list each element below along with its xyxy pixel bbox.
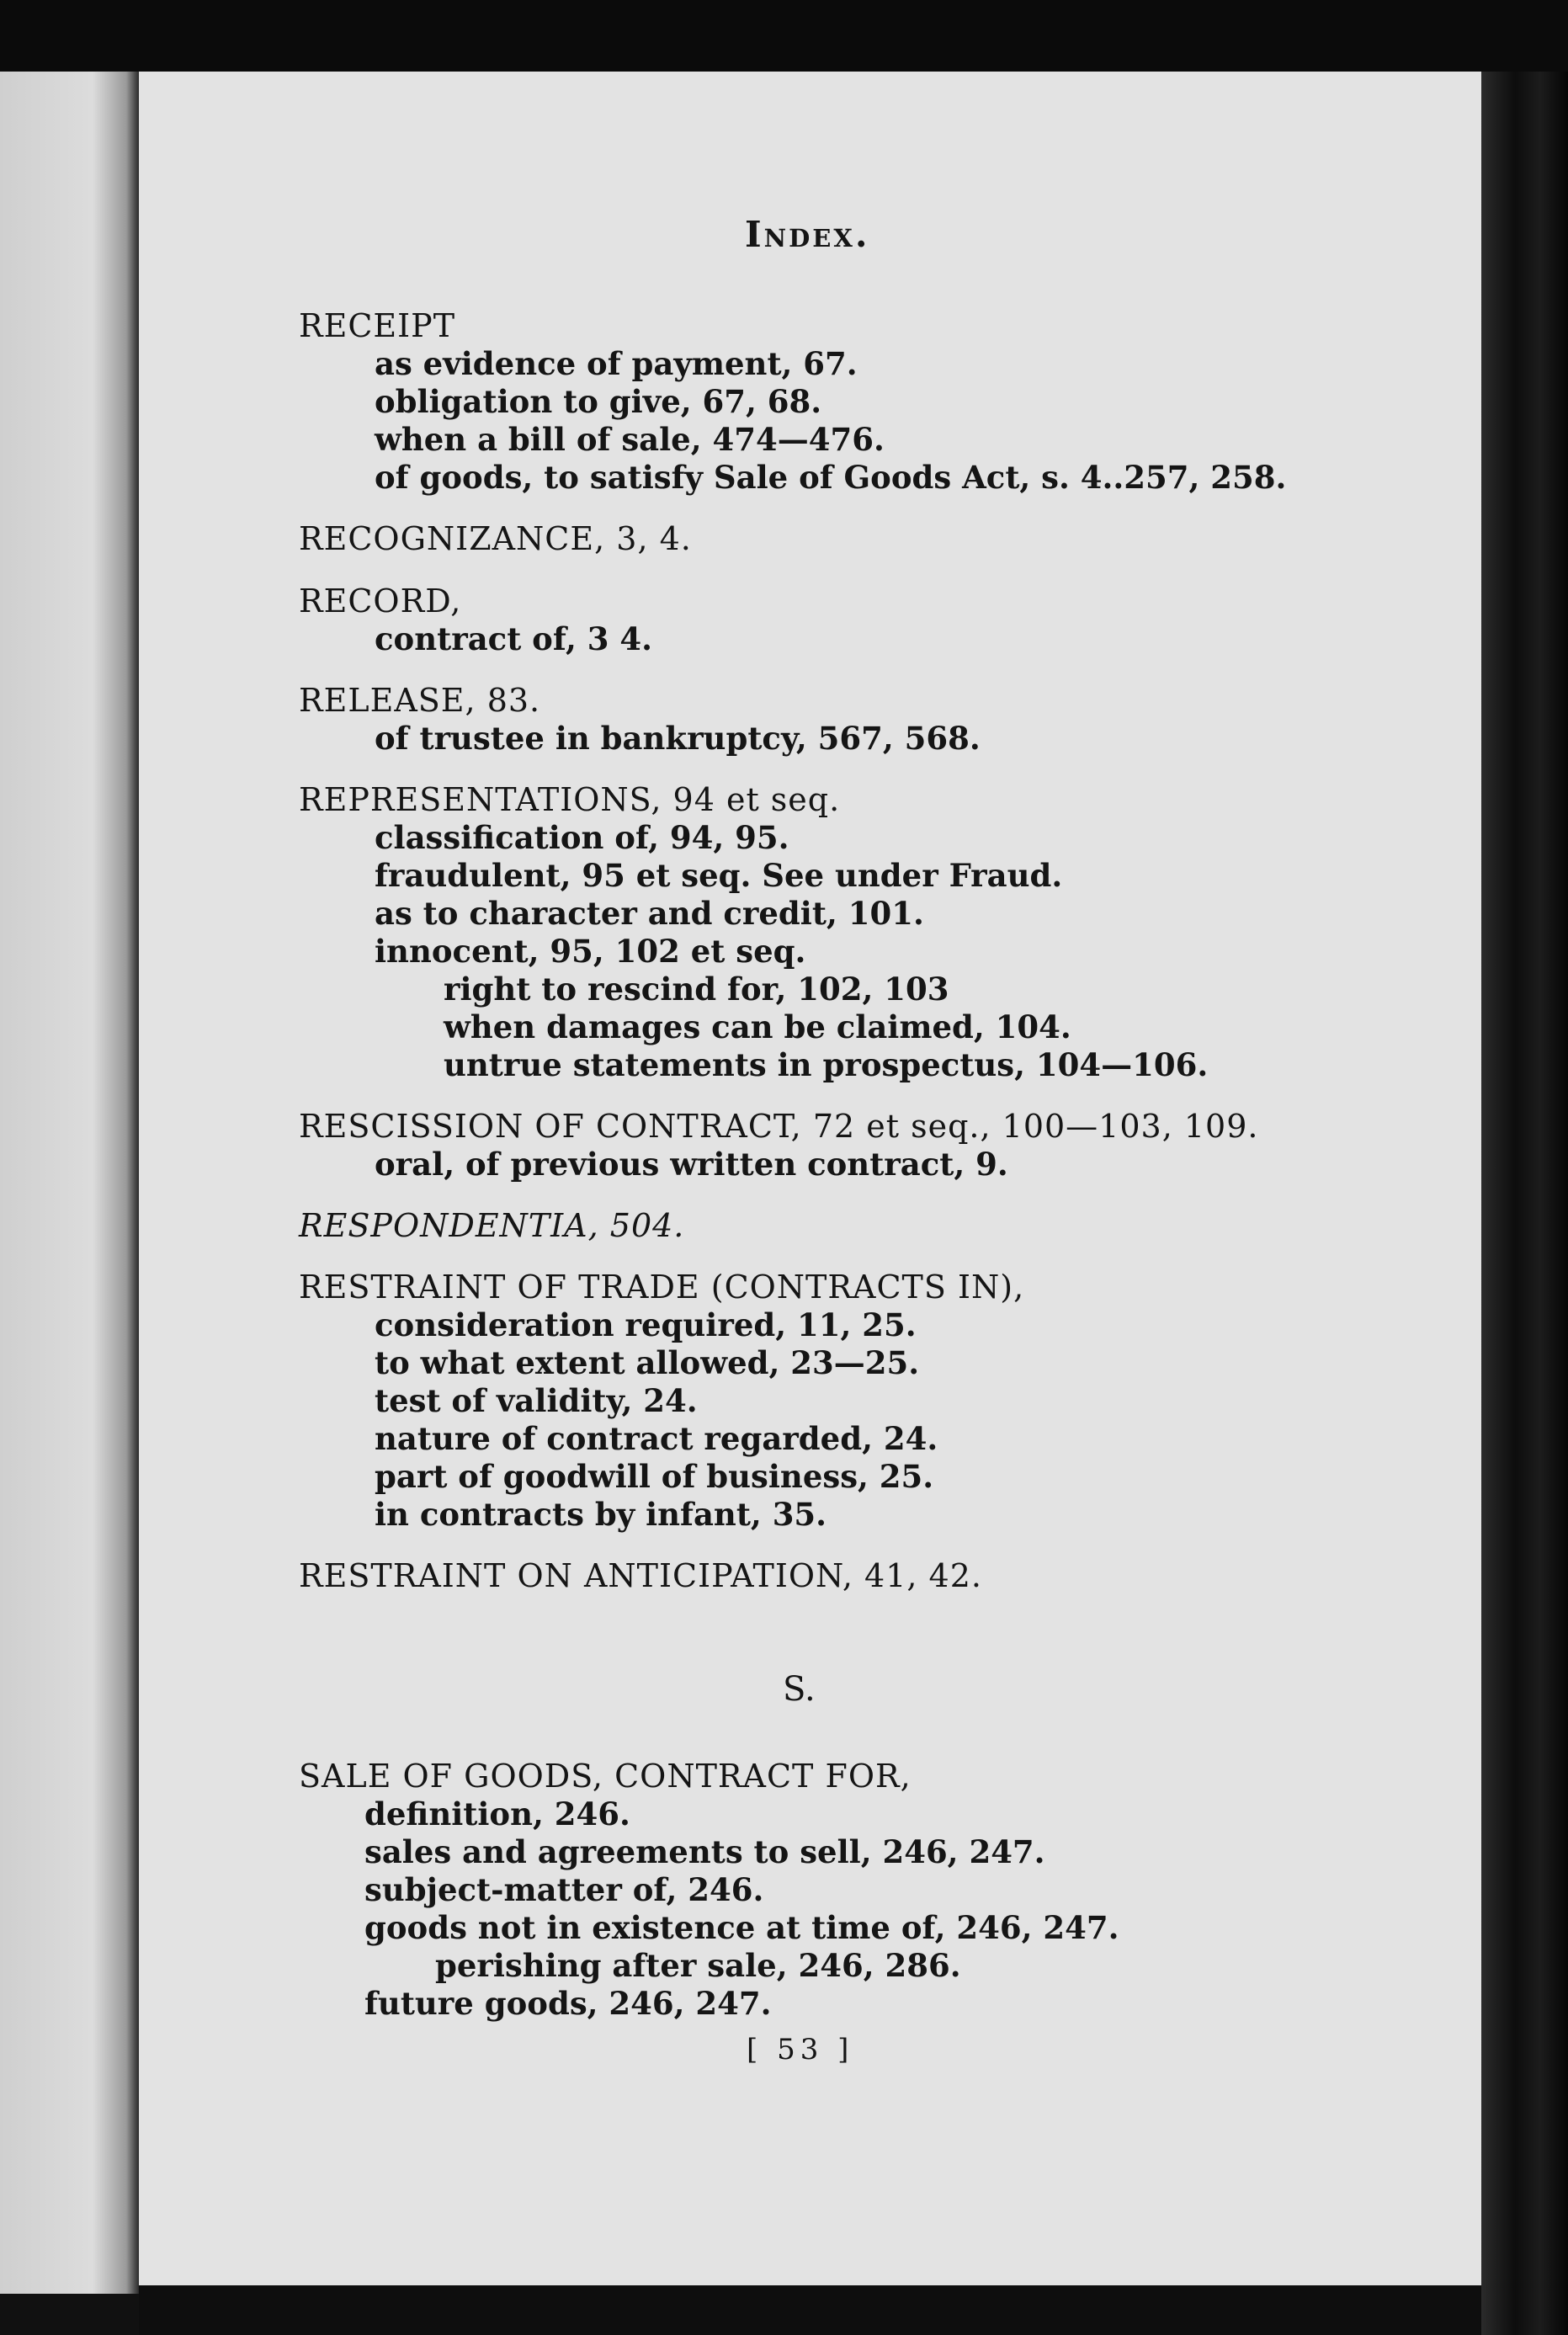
subentry: when a bill of sale, 474—476. bbox=[375, 421, 885, 458]
entry-restraint-of-trade: RESTRAINT OF TRADE (CONTRACTS IN), bbox=[299, 1269, 1025, 1306]
scan-bottom-border bbox=[139, 2285, 1481, 2335]
scan-top-border bbox=[0, 0, 1568, 72]
subentry: fraudulent, 95 et seq. See under Fraud. bbox=[375, 857, 1063, 894]
entry-record: RECORD, bbox=[299, 582, 462, 620]
subentry: test of validity, 24. bbox=[375, 1382, 698, 1419]
subentry: part of goodwill of business, 25. bbox=[375, 1458, 934, 1495]
subentry: to what extent allowed, 23—25. bbox=[375, 1344, 920, 1381]
entry-recognizance: RECOGNIZANCE, 3, 4. bbox=[299, 520, 692, 557]
subentry: oral, of previous written contract, 9. bbox=[375, 1146, 1008, 1183]
scan-left-margin bbox=[0, 72, 139, 2294]
subentry: nature of contract regarded, 24. bbox=[375, 1420, 938, 1457]
subentry: obligation to give, 67, 68. bbox=[375, 383, 822, 420]
subentry: classification of, 94, 95. bbox=[375, 819, 789, 856]
subentry: as evidence of payment, 67. bbox=[375, 345, 858, 382]
subentry: consideration required, 11, 25. bbox=[375, 1306, 917, 1343]
entry-representations: REPRESENTATIONS, 94 et seq. bbox=[299, 781, 841, 818]
entry-release: RELEASE, 83. bbox=[299, 682, 541, 719]
entry-restraint-on-anticipation: RESTRAINT ON ANTICIPATION, 41, 42. bbox=[299, 1557, 982, 1594]
subentry: of goods, to satisfy Sale of Goods Act, s. 4..257, 258. bbox=[375, 459, 1287, 496]
subentry: future goods, 246, 247. bbox=[364, 1985, 772, 2022]
subentry: of trustee in bankruptcy, 567, 568. bbox=[375, 720, 981, 757]
page-number: [ 53 ] bbox=[747, 2033, 854, 2066]
section-letter: S. bbox=[783, 1670, 816, 1709]
subsubentry: when damages can be claimed, 104. bbox=[444, 1008, 1071, 1045]
index-page bbox=[139, 72, 1481, 2285]
entry-respondentia: RESPONDENTIA, 504. bbox=[299, 1207, 685, 1244]
subentry: innocent, 95, 102 et seq. bbox=[375, 933, 806, 970]
entry-sale-of-goods: SALE OF GOODS, CONTRACT FOR, bbox=[299, 1758, 912, 1795]
subsubentry: perishing after sale, 246, 286. bbox=[435, 1947, 961, 1984]
subentry: goods not in existence at time of, 246, 247. bbox=[364, 1909, 1119, 1946]
subentry: sales and agreements to sell, 246, 247. bbox=[364, 1833, 1045, 1870]
page-title: Index. bbox=[745, 214, 870, 255]
scan-right-margin bbox=[1481, 72, 1568, 2335]
subentry: in contracts by infant, 35. bbox=[375, 1496, 827, 1533]
entry-rescission: RESCISSION OF CONTRACT, 72 et seq., 100—103, 109. bbox=[299, 1108, 1259, 1145]
subentry: as to character and credit, 101. bbox=[375, 895, 924, 932]
subsubentry: untrue statements in prospectus, 104—106. bbox=[444, 1046, 1209, 1083]
subentry: contract of, 3 4. bbox=[375, 620, 652, 657]
subentry: subject-matter of, 246. bbox=[364, 1871, 764, 1908]
subsubentry: right to rescind for, 102, 103 bbox=[444, 971, 949, 1008]
subentry: definition, 246. bbox=[364, 1795, 630, 1832]
entry-receipt: RECEIPT bbox=[299, 307, 456, 344]
